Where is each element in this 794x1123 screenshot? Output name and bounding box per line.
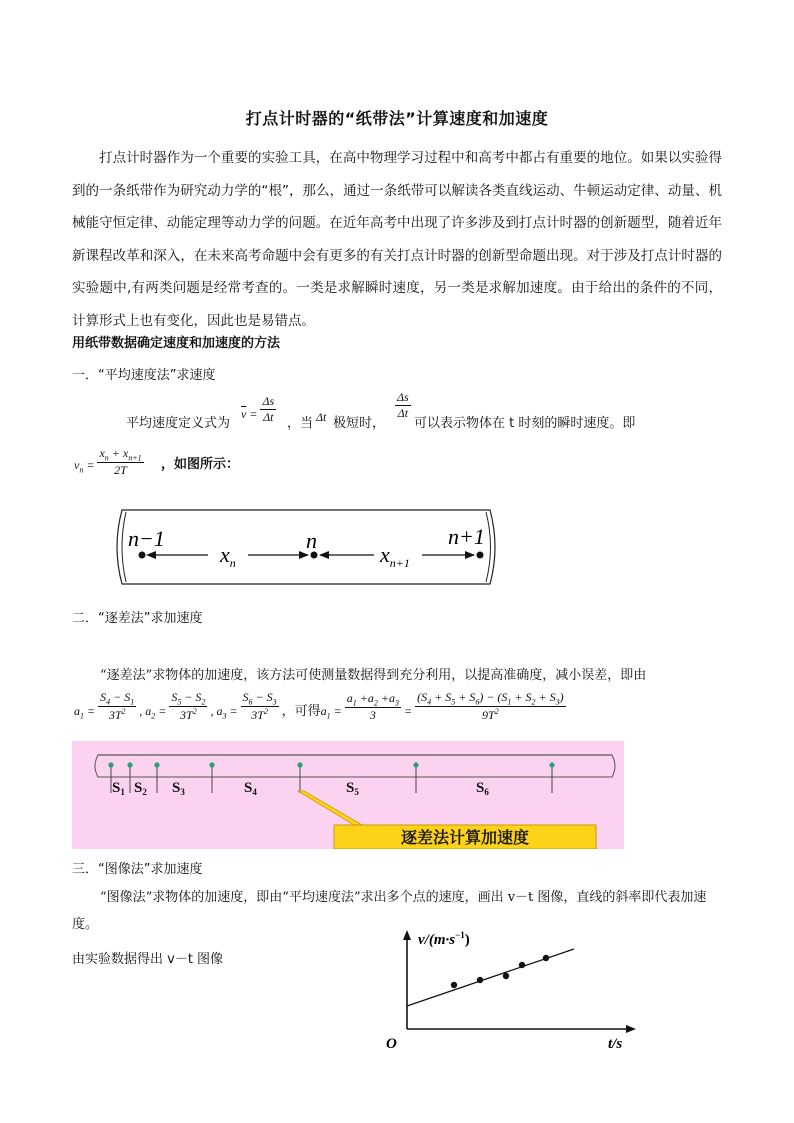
avg-velocity-text-b: ，当 bbox=[287, 416, 314, 431]
segment-s2: $S_2$ bbox=[134, 780, 147, 797]
avg-velocity-formula: $\overline{v}$ = $\frac{\Delta s}{\Delta t}$ bbox=[241, 394, 275, 424]
section3-heading: 三．“图像法”求加速度 bbox=[72, 862, 203, 877]
vt-y-axis-arrow bbox=[403, 930, 411, 940]
callout-text: 逐差法计算加速度 bbox=[400, 828, 530, 847]
vt-origin-label: O bbox=[386, 1036, 397, 1052]
intro-paragraph bbox=[72, 142, 722, 337]
section1-heading: 一．“平均速度法”求速度 bbox=[72, 368, 216, 383]
tape-diagram-n bbox=[108, 504, 504, 590]
segment-s1: $S_1$ bbox=[112, 780, 125, 797]
avg-velocity-text-c: 极短时， bbox=[333, 416, 386, 431]
vn-formula-tail: ，如图所示： bbox=[161, 457, 240, 472]
vt-caption: 由实验数据得出 v－t 图像 bbox=[72, 952, 224, 967]
vt-x-label: t/s bbox=[608, 1036, 623, 1052]
tape-label-n: n bbox=[306, 528, 317, 553]
segment-s4: $S_4$ bbox=[244, 780, 257, 797]
section2-text: “逐差法”求物体的加速度，该方法可使测量数据得到充分利用，以提高准确度，减小误差，即由 bbox=[100, 668, 647, 683]
avg-velocity-text-a: 平均速度定义式为 bbox=[126, 416, 231, 431]
page-title: 打点计时器的“纸带法”计算速度和加速度 bbox=[245, 109, 549, 128]
tape-dot-n-plus-1 bbox=[477, 552, 484, 559]
segment-s6: $S_6$ bbox=[476, 780, 489, 797]
vt-y-label: $v/(m\cdot s^{-1})$ bbox=[418, 930, 470, 948]
segment-s5: $S_5$ bbox=[346, 780, 359, 797]
tape-diagram-differences bbox=[72, 741, 624, 849]
delta-t-symbol: Δt bbox=[316, 410, 327, 424]
tape-dot-n-minus-1 bbox=[139, 552, 146, 559]
tape-label-n-minus-1: n−1 bbox=[128, 526, 165, 551]
connector-text: ，可得 bbox=[281, 704, 321, 720]
avg-velocity-text-d: 可以表示物体在 t 时刻的瞬时速度。即 bbox=[414, 416, 636, 431]
tape-label-n-plus-1: n+1 bbox=[448, 524, 485, 549]
vt-data-points bbox=[451, 955, 549, 988]
delta-s-over-delta-t: $\frac{\Delta s}{\Delta t}$ bbox=[397, 390, 409, 420]
method-heading: 用纸带数据确定速度和加速度的方法 bbox=[72, 336, 281, 351]
vn-formula: $v_n$ = $\frac{x_n + x_{n+1}}{2T}$ bbox=[74, 446, 142, 478]
intro-text: 打点计时器作为一个重要的实验工具，在高中物理学习过程中和高考中都占有重要的地位。如果以实验得到的一条纸带作为研究动力学的“根”，那么，通过一条纸带可以解读各类直线运动、牛顿运动定律、动量、机械能守恒定律、动能定理等动力学的问题。在近年高考中出现了许多涉及到打点计时器的创新题型，随着近年新课程改革和深入，在未来高考命题中会有更多的有关打点计时器的创新型命题出现。对于涉及打点计时器的实验题中,有两类问题是经常考查的。一类是求解瞬时速度，另一类是求解加速度。由于给出的条件的不同，计算形式上也有变化，因此也是易错点。 bbox=[72, 150, 722, 329]
vt-graph bbox=[380, 924, 642, 1054]
interval-xn1: $x_{n+1}$ bbox=[380, 542, 410, 570]
differences-formulas: $a_1$ = $\frac{S_4 - S_1}{3T^2}$ , $a_2$ = $\frac{S_5 - S_2}{3T^2}$ , $a_3$ = $\frac{S_6 - S_3}{3T^2}$ ，可得$a_1$ = $\frac{a_1 +a_2 +a_3}{3}$ = $\frac{(S_4 + S_5 + S_6) - (S_1 + S_2 + S_3)}{9T^2}$ bbox=[74, 690, 564, 723]
section3-text: “图像法”求物体的加速度，即由“平均速度法”求出多个点的速度，画出 v－t 图像，直线的斜率即代表加速度。 bbox=[72, 890, 707, 932]
tape2-outline bbox=[95, 755, 615, 777]
section2-heading: 二．“逐差法”求加速度 bbox=[72, 611, 203, 626]
segment-s3: $S_3$ bbox=[172, 780, 185, 797]
vt-x-axis-arrow bbox=[626, 1025, 636, 1033]
interval-xn: $x_n$ bbox=[220, 542, 236, 570]
